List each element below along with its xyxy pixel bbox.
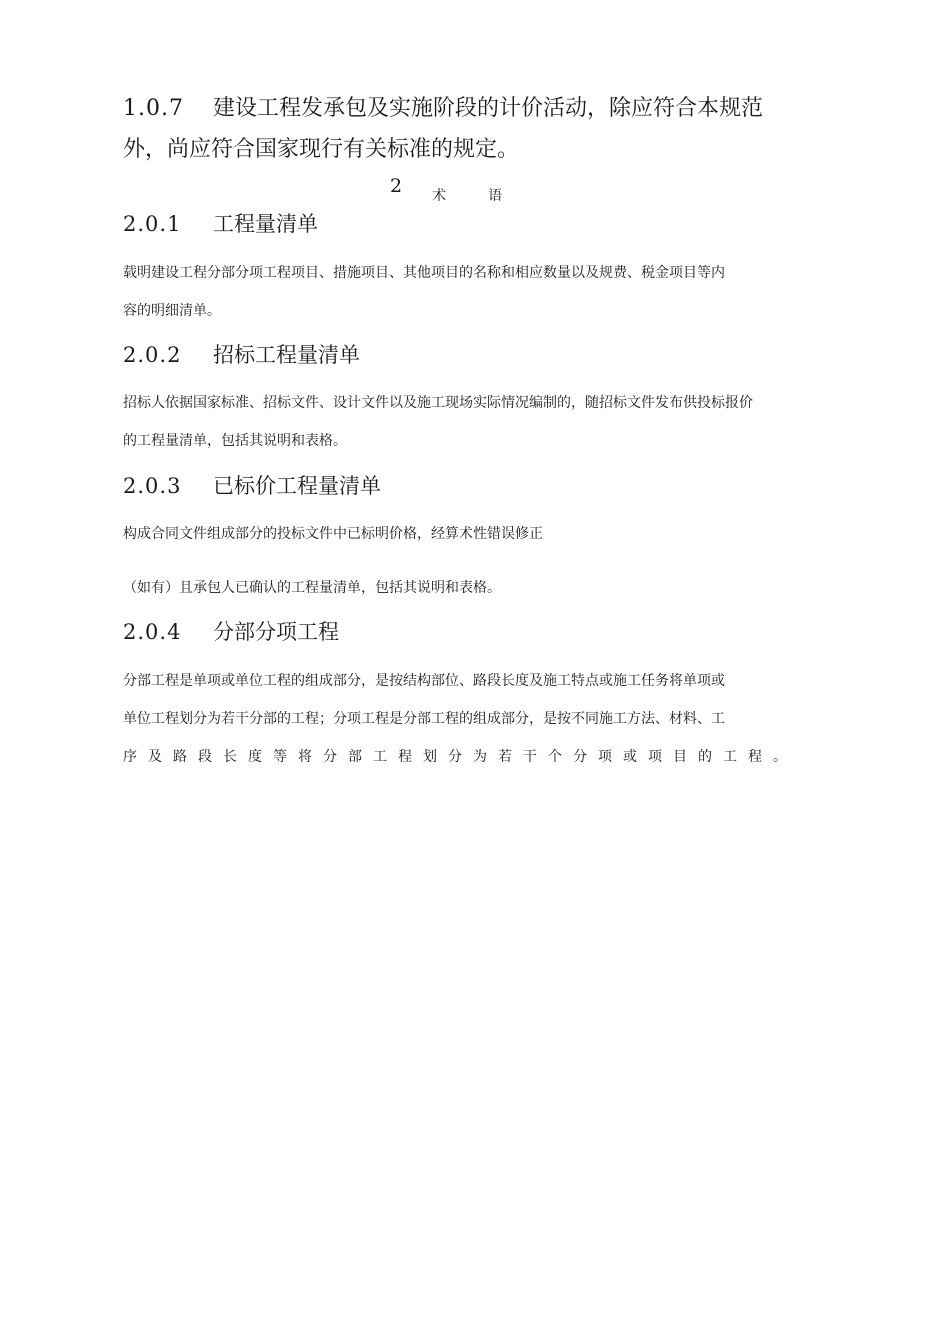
clause-107-text-2: 外，尚应符合国家现行有关标准的规定。 xyxy=(123,137,520,162)
term-body-line: 容的明细清单。 xyxy=(123,303,221,319)
term-body-line: 的工程量清单，包括其说明和表格。 xyxy=(123,433,347,449)
term-number: 2.0.2 xyxy=(123,343,182,367)
chapter-title-char-1: 术 xyxy=(432,188,447,204)
term-heading xyxy=(123,341,360,369)
term-title: 工程量清单 xyxy=(213,212,318,236)
clause-107-line-1 xyxy=(123,95,763,123)
term-heading xyxy=(123,472,381,500)
term-number: 2.0.4 xyxy=(123,620,182,644)
chapter-heading xyxy=(390,175,502,205)
term-body-line: 招标人依据国家标准、招标文件、设计文件以及施工现场实际情况编制的，随招标文件发布供投标报价 xyxy=(123,395,753,411)
term-title: 分部分项工程 xyxy=(213,620,339,644)
term-body-line: 分部工程是单项或单位工程的组成部分，是按结构部位、路段长度及施工特点或施工任务将单项或 xyxy=(123,673,725,689)
term-title: 已标价工程量清单 xyxy=(213,474,381,498)
term-body-line: 构成合同文件组成部分的投标文件中已标明价格，经算术性错误修正 xyxy=(123,526,543,542)
term-heading xyxy=(123,618,339,646)
term-body-line: 单位工程划分为若干分部的工程；分项工程是分部工程的组成部分，是按不同施工方法、材料、工 xyxy=(123,711,725,727)
term-number: 2.0.3 xyxy=(123,474,182,498)
term-heading xyxy=(123,210,318,238)
clause-107-text-1: 建设工程发承包及实施阶段的计价活动，除应符合本规范 xyxy=(213,96,764,121)
clause-107-number: 1.0.7 xyxy=(123,96,184,121)
chapter-number: 2 xyxy=(390,175,403,197)
clause-107-line-2 xyxy=(123,136,519,164)
term-body-line: （如有）且承包人已确认的工程量清单，包括其说明和表格。 xyxy=(123,580,501,596)
term-number: 2.0.1 xyxy=(123,212,182,236)
term-body-line: 载明建设工程分部分项工程项目、措施项目、其他项目的名称和相应数量以及规费、税金项目等内 xyxy=(123,265,725,281)
term-body-line-spread: 序 及 路 段 长 度 等 将 分 部 工 程 划 分 为 若 干 个 分 项 或 项 目 的 工 程 。 xyxy=(123,749,787,765)
chapter-title-char-2: 语 xyxy=(488,188,503,204)
term-title: 招标工程量清单 xyxy=(213,343,360,367)
